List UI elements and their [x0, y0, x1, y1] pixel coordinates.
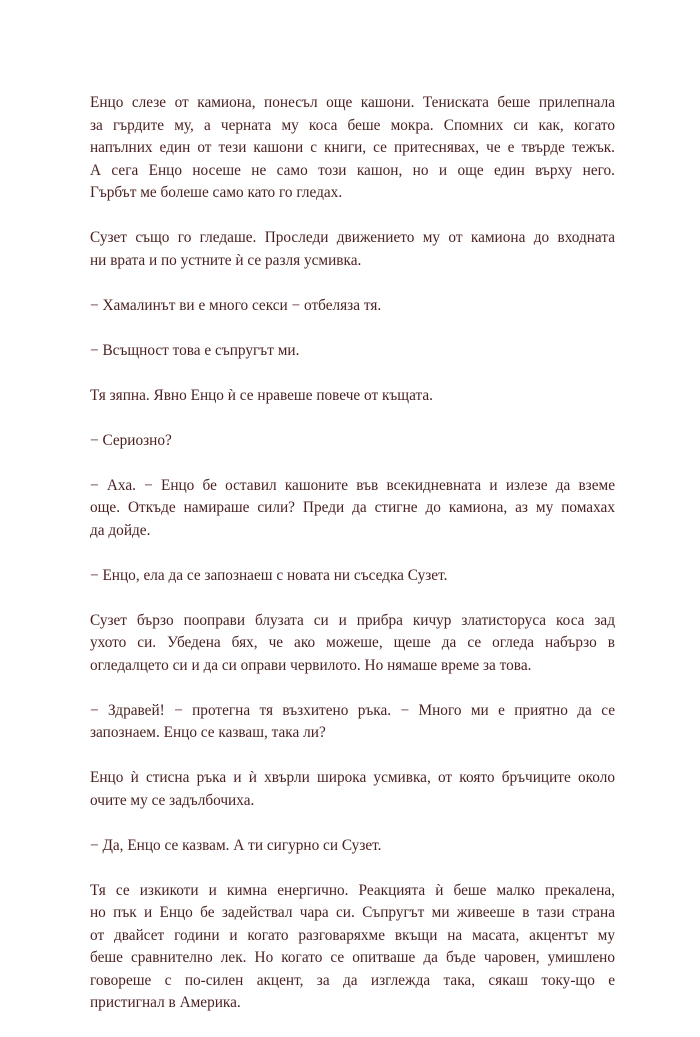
text-line: Тя се изкикоти и кимна енергично. Реакцията ѝ беше малко прекалена,: [90, 881, 615, 899]
paragraph: [90, 880, 615, 1015]
text-line: − Сериозно?: [90, 431, 172, 449]
text-line: − Аха. − Енцо бе оставил кашоните във всекидневната и излезе да вземе: [90, 476, 615, 494]
paragraph: [90, 227, 615, 272]
text-line: още. Откъде намираше сили? Преди да стигне до камиона, аз му помахах: [90, 499, 615, 516]
dialogue-paragraph: [90, 700, 615, 745]
text-line: пристигнал в Америка.: [90, 994, 241, 1011]
paragraph: [90, 610, 615, 678]
text-line: да дойде.: [90, 521, 151, 539]
text-line: очите му се задълбочиха.: [90, 791, 255, 809]
text-line: Сузет също го гледаше. Проследи движението му от камиона до входната: [90, 229, 615, 246]
text-line: − Да, Енцо се казвам. А ти сигурно си Сузет.: [90, 836, 382, 854]
text-line: Енцо слезе от камиона, понесъл още кашони. Тениската беше прилепнала: [90, 94, 615, 111]
text-line: − Хамалинът ви е много секси − отбеляза тя.: [90, 296, 382, 314]
text-line: Тя зяпна. Явно Енцо ѝ се нравеше повече от къщата.: [90, 386, 433, 404]
text-line: ни врата и по устните ѝ се разля усмивка.: [90, 251, 362, 269]
text-line: Сузет бързо пооправи блузата си и прибра кичур златисторуса коса зад: [90, 611, 615, 629]
text-line: беше сравнително лек. Но когато се опитваше да бъде чаровен, умишлено: [90, 949, 615, 966]
dialogue-paragraph: [90, 475, 615, 543]
text-line: напълних един от тези кашони с книги, се притеснявах, че е твърде тежък.: [90, 139, 615, 156]
text-line: за гърдите му, а черната му коса беше мокра. Спомних си как, когато: [90, 116, 615, 134]
document-page: [90, 92, 615, 1037]
text-line: говореше с по-силен акцент, за да изглежда така, сякаш току-що е: [90, 971, 615, 989]
dialogue-line: [90, 340, 615, 363]
text-line: Гърбът ме болеше само като го гледах.: [90, 184, 343, 201]
paragraph: [90, 385, 615, 408]
paragraph: [90, 92, 615, 205]
text-line: Енцо ѝ стисна ръка и ѝ хвърли широка усмивка, от която бръчиците около: [90, 769, 615, 786]
text-line: огледалцето си и да си оправи червилото. Но нямаше време за това.: [90, 656, 532, 674]
text-line: но пък и Енцо бе задействал чара си. Съпругът ми живееше в тази страна: [90, 904, 615, 921]
text-line: А сега Енцо носеше не само този кашон, но и още един върху него.: [90, 161, 615, 179]
text-line: от двайсет години и когато разговаряхме вкъщи на масата, акцентът му: [90, 926, 615, 944]
text-line: − Енцо, ела да се запознаеш с новата ни съседка Сузет.: [90, 566, 448, 584]
dialogue-line: [90, 430, 615, 453]
dialogue-line: [90, 295, 615, 318]
text-line: ухото си. Убедена бях, че ако можеше, щеше да се огледа набързо в: [90, 634, 615, 651]
text-line: − Всъщност това е съпругът ми.: [90, 341, 300, 359]
dialogue-line: [90, 835, 615, 858]
text-line: запознаем. Енцо се казваш, така ли?: [90, 724, 326, 741]
dialogue-line: [90, 565, 615, 588]
paragraph: [90, 767, 615, 812]
text-line: − Здравей! − протегна тя възхитено ръка. − Много ми е приятно да се: [90, 701, 615, 719]
